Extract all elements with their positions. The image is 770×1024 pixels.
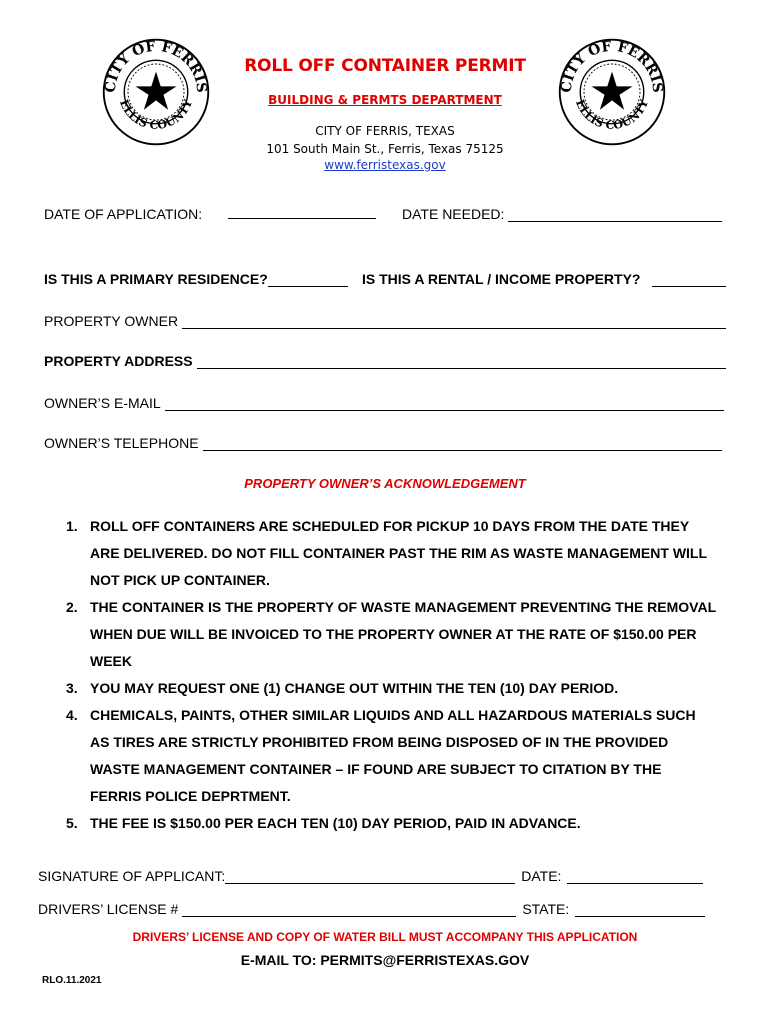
seal-text-top: CITY OF FERRIS: [102, 38, 210, 94]
list-item-number: 3.: [66, 680, 78, 696]
signature-label: SIGNATURE OF APPLICANT:: [38, 868, 226, 884]
list-item-text: YOU MAY REQUEST ONE (1) CHANGE OUT WITHIN THE TEN (10) DAY PERIOD.: [90, 680, 619, 696]
list-item: [66, 702, 716, 810]
page-title: ROLL OFF CONTAINER PERMIT: [244, 56, 526, 76]
property-owner-label: PROPERTY OWNER: [44, 313, 179, 329]
city-name: CITY OF FERRIS, TEXAS: [315, 124, 455, 138]
drivers-license-label: DRIVERS’ LICENSE #: [38, 901, 179, 917]
date-of-application-row: [44, 206, 202, 222]
drivers-license-field[interactable]: [182, 902, 516, 917]
state-label: STATE:: [522, 901, 570, 917]
date-needed-label: DATE NEEDED:: [402, 206, 505, 222]
seal-text-bottom: ELLIS COUNTY: [117, 97, 195, 133]
date-needed-row: [402, 206, 722, 222]
submit-email: E-MAIL TO: PERMITS@FERRISTEXAS.GOV: [240, 952, 530, 968]
list-item-text: CHEMICALS, PAINTS, OTHER SIMILAR LIQUIDS AND ALL HAZARDOUS MATERIALS SUCH AS TIRES ARE STRICTLY PROHIBITED FROM BEING DISPOSED OF IN THE PROVIDED WASTE MANAGEMENT CONTAINER – IF FOUND ARE SUBJECT TO CITATION BY THE FERRIS POLICE DEPRTMENT.: [90, 707, 696, 804]
list-item-number: 2.: [66, 599, 78, 615]
owner-email-label: OWNER’S E-MAIL: [44, 395, 161, 411]
rental-property-field[interactable]: [652, 272, 726, 287]
property-address-row: [44, 353, 726, 369]
form-code: RLO.11.2021: [42, 975, 102, 986]
list-item-text: ROLL OFF CONTAINERS ARE SCHEDULED FOR PICKUP 10 DAYS FROM THE DATE THEY ARE DELIVERED. DO NOT FILL CONTAINER PAST THE RIM AS WASTE MANAGEMENT WILL NOT PICK UP CONTAINER.: [90, 518, 707, 588]
property-owner-field[interactable]: [182, 314, 726, 329]
owner-email-row: [44, 395, 724, 411]
signature-date-field[interactable]: [567, 869, 703, 884]
date-needed-field[interactable]: [508, 207, 722, 222]
list-item: [66, 810, 716, 837]
acknowledgement-list: [66, 513, 716, 837]
city-address: 101 South Main St., Ferris, Texas 75125: [266, 142, 504, 156]
list-item-text: THE CONTAINER IS THE PROPERTY OF WASTE MANAGEMENT PREVENTING THE REMOVAL WHEN DUE WILL BE INVOICED TO THE PROPERTY OWNER AT THE RATE OF $150.00 PER WEEK: [90, 599, 716, 669]
primary-residence-label: IS THIS A PRIMARY RESIDENCE?: [44, 271, 268, 287]
primary-residence-field[interactable]: [268, 272, 348, 287]
list-item: [66, 675, 716, 702]
owner-telephone-field[interactable]: [203, 436, 722, 451]
seal-text-bottom: ELLIS COUNTY: [573, 97, 651, 133]
rental-property-row: [362, 271, 726, 287]
list-item-number: 4.: [66, 707, 78, 723]
primary-residence-row: [44, 271, 348, 287]
state-field[interactable]: [575, 902, 705, 917]
department-name: BUILDING & PERMTS DEPARTMENT: [268, 93, 502, 107]
list-item-text: THE FEE IS $150.00 PER EACH TEN (10) DAY PERIOD, PAID IN ADVANCE.: [90, 815, 581, 831]
date-of-application-label: DATE OF APPLICATION:: [44, 206, 203, 222]
signature-field[interactable]: [225, 869, 515, 884]
list-item: [66, 594, 716, 675]
list-item: [66, 513, 716, 594]
requirements-warning: DRIVERS’ LICENSE AND COPY OF WATER BILL MUST ACCOMPANY THIS APPLICATION: [132, 930, 638, 944]
rental-property-label: IS THIS A RENTAL / INCOME PROPERTY?: [362, 271, 641, 287]
list-item-number: 5.: [66, 815, 78, 831]
owner-telephone-row: [44, 435, 722, 451]
signature-date-label: DATE:: [521, 868, 562, 884]
date-of-application-field[interactable]: [228, 204, 376, 219]
owner-email-field[interactable]: [165, 396, 724, 411]
website-link[interactable]: www.ferristexas.gov: [324, 158, 446, 172]
acknowledgement-heading: PROPERTY OWNER’S ACKNOWLEDGEMENT: [244, 476, 526, 491]
property-owner-row: [44, 313, 726, 329]
list-item-number: 1.: [66, 518, 78, 534]
seal-text-top: CITY OF FERRIS: [558, 38, 666, 94]
signature-row: [38, 868, 703, 884]
owner-telephone-label: OWNER’S TELEPHONE: [44, 435, 199, 451]
property-address-label: PROPERTY ADDRESS: [44, 353, 193, 369]
drivers-license-row: [38, 901, 705, 917]
property-address-field[interactable]: [197, 354, 726, 369]
